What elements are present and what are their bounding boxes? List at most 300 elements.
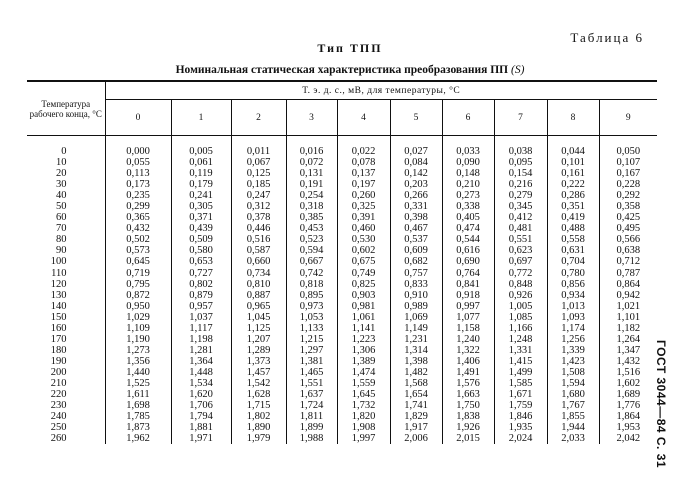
value-cell: 0,351 [547, 201, 599, 212]
value-cell: 0,965 [231, 301, 286, 312]
value-cell: 0,148 [442, 168, 494, 179]
value-cell: 0,544 [442, 234, 494, 245]
type-title: Тип ТПП [317, 41, 383, 55]
value-cell: 0,516 [231, 234, 286, 245]
value-cell: 0,712 [599, 256, 657, 267]
value-cell: 0,558 [547, 234, 599, 245]
value-cell: 1,953 [599, 422, 657, 433]
value-cell: 1,917 [390, 422, 442, 433]
value-cell: 0,419 [547, 212, 599, 223]
value-cell: 0,910 [390, 290, 442, 301]
value-cell: 0,119 [171, 168, 231, 179]
value-cell: 1,069 [390, 312, 442, 323]
value-cell: 1,689 [599, 389, 657, 400]
table-row [27, 223, 657, 234]
value-cell: 0,161 [547, 168, 599, 179]
value-cell: 1,093 [547, 312, 599, 323]
value-cell: 0,697 [494, 256, 547, 267]
column-header: 9 [599, 100, 657, 136]
value-cell: 0,090 [442, 157, 494, 168]
value-cell: 1,611 [105, 389, 171, 400]
temperature-cell: 100 [50, 256, 67, 268]
subtitle-text: Номинальная статическая характеристика преобразования ПП [175, 64, 509, 76]
value-cell: 1,482 [390, 367, 442, 378]
value-cell: 0,000 [105, 136, 171, 158]
side-page-label: ГОСТ 3044—84 С. 31 [654, 340, 668, 469]
value-cell: 1,339 [547, 345, 599, 356]
value-cell: 0,325 [337, 201, 390, 212]
table-row [27, 356, 657, 367]
value-cell: 0,072 [286, 157, 337, 168]
value-cell: 0,038 [494, 136, 547, 158]
value-cell: 1,654 [390, 389, 442, 400]
value-cell: 1,432 [599, 356, 657, 367]
value-cell: 0,675 [337, 256, 390, 267]
value-cell: 0,537 [390, 234, 442, 245]
temperature-cell: 190 [50, 355, 67, 367]
value-cell: 0,551 [494, 234, 547, 245]
value-cell: 1,149 [390, 323, 442, 334]
table-row [27, 411, 657, 422]
value-cell: 0,011 [231, 136, 286, 158]
table-row [27, 279, 657, 290]
value-cell: 1,516 [599, 367, 657, 378]
temperature-cell: 230 [50, 400, 67, 412]
value-cell: 1,289 [231, 345, 286, 356]
value-cell: 0,385 [286, 212, 337, 223]
value-cell: 1,602 [599, 378, 657, 389]
value-cell: 0,566 [599, 234, 657, 245]
value-cell: 0,764 [442, 268, 494, 279]
value-cell: 0,318 [286, 201, 337, 212]
temperature-cell: 90 [56, 245, 67, 257]
value-cell: 0,950 [105, 301, 171, 312]
value-cell: 0,131 [286, 168, 337, 179]
value-cell: 2,042 [599, 433, 657, 444]
table-row [27, 345, 657, 356]
value-cell: 1,061 [337, 312, 390, 323]
table-row [27, 212, 657, 223]
temperature-cell: 130 [50, 289, 67, 301]
value-cell: 1,759 [494, 400, 547, 411]
value-cell: 0,587 [231, 245, 286, 256]
value-cell: 1,207 [231, 334, 286, 345]
value-cell: 0,848 [494, 279, 547, 290]
column-header: 5 [390, 100, 442, 136]
value-cell: 0,704 [547, 256, 599, 267]
value-cell: 0,757 [390, 268, 442, 279]
value-cell: 1,846 [494, 411, 547, 422]
value-cell: 0,734 [231, 268, 286, 279]
value-cell: 1,347 [599, 345, 657, 356]
column-header: 4 [337, 100, 390, 136]
value-cell: 1,125 [231, 323, 286, 334]
value-cell: 0,235 [105, 190, 171, 201]
value-cell: 1,415 [494, 356, 547, 367]
temperature-cell: 120 [50, 278, 67, 290]
value-cell: 2,015 [442, 433, 494, 444]
value-cell: 1,698 [105, 400, 171, 411]
value-cell: 1,215 [286, 334, 337, 345]
value-cell: 1,542 [231, 378, 286, 389]
temperature-cell: 220 [50, 389, 67, 401]
value-cell: 1,045 [231, 312, 286, 323]
value-cell: 0,222 [547, 179, 599, 190]
temperature-cell: 210 [50, 378, 67, 389]
value-cell: 2,006 [390, 433, 442, 444]
table-row [27, 422, 657, 433]
value-cell: 0,061 [171, 157, 231, 168]
value-cell: 0,067 [231, 157, 286, 168]
value-cell: 1,908 [337, 422, 390, 433]
value-cell: 0,690 [442, 256, 494, 267]
value-cell: 0,425 [599, 212, 657, 223]
table-row [27, 301, 657, 312]
value-cell: 0,050 [599, 136, 657, 158]
value-cell: 0,044 [547, 136, 599, 158]
value-cell: 1,750 [442, 400, 494, 411]
value-cell: 0,305 [171, 201, 231, 212]
value-cell: 0,749 [337, 268, 390, 279]
value-cell: 1,457 [231, 367, 286, 378]
value-cell: 1,864 [599, 411, 657, 422]
value-cell: 1,568 [390, 378, 442, 389]
value-cell: 1,297 [286, 345, 337, 356]
value-cell: 0,331 [390, 201, 442, 212]
value-cell: 1,101 [599, 312, 657, 323]
table-row [27, 378, 657, 389]
table-row [27, 433, 657, 444]
temperature-cell: 200 [50, 366, 67, 378]
value-cell: 0,365 [105, 212, 171, 223]
value-cell: 0,279 [494, 190, 547, 201]
value-cell: 1,971 [171, 433, 231, 444]
value-cell: 1,331 [494, 345, 547, 356]
value-cell: 0,488 [547, 223, 599, 234]
table-number: Таблица 6 [570, 30, 644, 45]
column-header: 8 [547, 100, 599, 136]
temperature-cell: 240 [50, 411, 67, 423]
value-cell: 0,523 [286, 234, 337, 245]
value-cell: 0,879 [171, 290, 231, 301]
value-cell: 0,602 [337, 245, 390, 256]
table-row [27, 234, 657, 245]
value-cell: 1,314 [390, 345, 442, 356]
value-cell: 0,247 [231, 190, 286, 201]
value-cell: 0,228 [599, 179, 657, 190]
value-cell: 0,179 [171, 179, 231, 190]
value-cell: 0,266 [390, 190, 442, 201]
table-row [27, 312, 657, 323]
value-cell: 1,474 [337, 367, 390, 378]
header-emf-group: Т. э. д. с., мВ, для температуры, °С [105, 81, 657, 100]
value-cell: 1,248 [494, 334, 547, 345]
temperature-cell: 60 [56, 212, 67, 224]
value-cell: 2,024 [494, 433, 547, 444]
value-cell: 1,117 [171, 323, 231, 334]
value-cell: 0,216 [494, 179, 547, 190]
value-cell: 1,873 [105, 422, 171, 433]
table-row [27, 136, 657, 158]
value-cell: 0,286 [547, 190, 599, 201]
value-cell: 1,264 [599, 334, 657, 345]
value-cell: 0,645 [105, 256, 171, 267]
value-cell: 0,989 [390, 301, 442, 312]
value-cell: 1,141 [337, 323, 390, 334]
value-cell: 0,142 [390, 168, 442, 179]
value-cell: 1,465 [286, 367, 337, 378]
value-cell: 1,706 [171, 400, 231, 411]
value-cell: 1,671 [494, 389, 547, 400]
value-cell: 1,322 [442, 345, 494, 356]
value-cell: 1,053 [286, 312, 337, 323]
value-cell: 1,962 [105, 433, 171, 444]
value-cell: 1,732 [337, 400, 390, 411]
value-cell: 0,795 [105, 279, 171, 290]
value-cell: 1,406 [442, 356, 494, 367]
value-cell: 0,107 [599, 157, 657, 168]
value-cell: 0,312 [231, 201, 286, 212]
table-body [27, 136, 657, 445]
table-row [27, 201, 657, 212]
value-cell: 1,576 [442, 378, 494, 389]
value-cell: 1,620 [171, 389, 231, 400]
temperature-cell: 80 [56, 234, 67, 246]
value-cell: 0,191 [286, 179, 337, 190]
value-cell: 1,085 [494, 312, 547, 323]
value-cell: 1,174 [547, 323, 599, 334]
value-cell: 0,358 [599, 201, 657, 212]
column-header: 6 [442, 100, 494, 136]
value-cell: 2,033 [547, 433, 599, 444]
table-row [27, 400, 657, 411]
value-cell: 0,895 [286, 290, 337, 301]
value-cell: 1,356 [105, 356, 171, 367]
temperature-cell: 140 [50, 300, 67, 312]
value-cell: 0,926 [494, 290, 547, 301]
value-cell: 0,439 [171, 223, 231, 234]
value-cell: 1,899 [286, 422, 337, 433]
value-cell: 0,405 [442, 212, 494, 223]
value-cell: 1,077 [442, 312, 494, 323]
value-cell: 0,833 [390, 279, 442, 290]
value-cell: 1,559 [337, 378, 390, 389]
value-cell: 1,256 [547, 334, 599, 345]
value-cell: 0,856 [547, 279, 599, 290]
value-cell: 1,811 [286, 411, 337, 422]
subtitle-symbol: (S) [510, 64, 525, 76]
value-cell: 0,594 [286, 245, 337, 256]
value-cell: 0,432 [105, 223, 171, 234]
value-cell: 0,125 [231, 168, 286, 179]
value-cell: 0,802 [171, 279, 231, 290]
value-cell: 0,167 [599, 168, 657, 179]
value-cell: 0,530 [337, 234, 390, 245]
value-cell: 1,926 [442, 422, 494, 433]
table-row [27, 256, 657, 267]
value-cell: 0,997 [442, 301, 494, 312]
value-cell: 0,509 [171, 234, 231, 245]
value-cell: 1,594 [547, 378, 599, 389]
temperature-cell: 110 [51, 267, 67, 279]
value-cell: 1,029 [105, 312, 171, 323]
value-cell: 1,190 [105, 334, 171, 345]
value-cell: 0,299 [105, 201, 171, 212]
value-cell: 0,623 [494, 245, 547, 256]
value-cell: 1,785 [105, 411, 171, 422]
value-cell: 1,373 [231, 356, 286, 367]
value-cell: 0,027 [390, 136, 442, 158]
table-row [27, 290, 657, 301]
temperature-cell: 250 [50, 422, 67, 434]
value-cell: 0,453 [286, 223, 337, 234]
value-cell: 0,787 [599, 268, 657, 279]
table-row [27, 367, 657, 378]
value-cell: 1,364 [171, 356, 231, 367]
value-cell: 0,942 [599, 290, 657, 301]
value-cell: 1,281 [171, 345, 231, 356]
value-cell: 0,973 [286, 301, 337, 312]
value-cell: 0,254 [286, 190, 337, 201]
emf-table [27, 80, 657, 444]
column-header: 3 [286, 100, 337, 136]
value-cell: 1,776 [599, 400, 657, 411]
value-cell: 0,412 [494, 212, 547, 223]
value-cell: 1,715 [231, 400, 286, 411]
value-cell: 0,727 [171, 268, 231, 279]
value-cell: 1,440 [105, 367, 171, 378]
value-cell: 1,198 [171, 334, 231, 345]
value-cell: 0,742 [286, 268, 337, 279]
table-subtitle [0, 64, 700, 76]
temperature-cell: 170 [50, 333, 67, 345]
value-cell: 0,872 [105, 290, 171, 301]
value-cell: 0,864 [599, 279, 657, 290]
value-cell: 1,637 [286, 389, 337, 400]
value-cell: 0,055 [105, 157, 171, 168]
value-cell: 1,005 [494, 301, 547, 312]
value-cell: 0,903 [337, 290, 390, 301]
value-cell: 0,371 [171, 212, 231, 223]
value-cell: 1,166 [494, 323, 547, 334]
value-cell: 0,609 [390, 245, 442, 256]
value-cell: 1,231 [390, 334, 442, 345]
value-cell: 0,391 [337, 212, 390, 223]
value-cell: 1,499 [494, 367, 547, 378]
value-cell: 0,638 [599, 245, 657, 256]
value-cell: 1,794 [171, 411, 231, 422]
value-cell: 0,241 [171, 190, 231, 201]
value-cell: 1,037 [171, 312, 231, 323]
value-cell: 1,240 [442, 334, 494, 345]
temperature-cell: 10 [56, 157, 67, 169]
value-cell: 1,988 [286, 433, 337, 444]
value-cell: 0,197 [337, 179, 390, 190]
value-cell: 0,016 [286, 136, 337, 158]
value-cell: 0,631 [547, 245, 599, 256]
value-cell: 1,663 [442, 389, 494, 400]
value-cell: 1,398 [390, 356, 442, 367]
value-cell: 0,101 [547, 157, 599, 168]
value-cell: 0,210 [442, 179, 494, 190]
value-cell: 1,680 [547, 389, 599, 400]
value-cell: 1,389 [337, 356, 390, 367]
value-cell: 0,084 [390, 157, 442, 168]
value-cell: 0,502 [105, 234, 171, 245]
value-cell: 0,398 [390, 212, 442, 223]
value-cell: 0,185 [231, 179, 286, 190]
value-cell: 0,338 [442, 201, 494, 212]
value-cell: 0,022 [337, 136, 390, 158]
value-cell: 1,508 [547, 367, 599, 378]
value-cell: 0,780 [547, 268, 599, 279]
table-row [27, 334, 657, 345]
value-cell: 0,580 [171, 245, 231, 256]
value-cell: 1,944 [547, 422, 599, 433]
header-temperature: Температура рабочего конца, °С [27, 81, 105, 136]
value-cell: 0,033 [442, 136, 494, 158]
value-cell: 0,260 [337, 190, 390, 201]
table-row [27, 190, 657, 201]
value-cell: 1,525 [105, 378, 171, 389]
value-cell: 0,137 [337, 168, 390, 179]
value-cell: 0,957 [171, 301, 231, 312]
value-cell: 0,810 [231, 279, 286, 290]
value-cell: 0,467 [390, 223, 442, 234]
table-row [27, 157, 657, 168]
value-cell: 1,158 [442, 323, 494, 334]
value-cell: 1,448 [171, 367, 231, 378]
value-cell: 1,491 [442, 367, 494, 378]
value-cell: 1,829 [390, 411, 442, 422]
value-cell: 0,173 [105, 179, 171, 190]
temperature-cell: 50 [56, 201, 67, 213]
table-row [27, 168, 657, 179]
table-row [27, 389, 657, 400]
value-cell: 1,585 [494, 378, 547, 389]
value-cell: 1,935 [494, 422, 547, 433]
value-cell: 1,021 [599, 301, 657, 312]
value-cell: 1,997 [337, 433, 390, 444]
value-cell: 1,013 [547, 301, 599, 312]
value-cell: 1,223 [337, 334, 390, 345]
value-cell: 1,855 [547, 411, 599, 422]
temperature-cell: 30 [56, 179, 67, 191]
value-cell: 1,724 [286, 400, 337, 411]
column-header-row [27, 100, 657, 136]
value-cell: 0,345 [494, 201, 547, 212]
value-cell: 0,825 [337, 279, 390, 290]
value-cell: 0,495 [599, 223, 657, 234]
value-cell: 1,890 [231, 422, 286, 433]
value-cell: 1,741 [390, 400, 442, 411]
value-cell: 1,133 [286, 323, 337, 334]
value-cell: 1,182 [599, 323, 657, 334]
value-cell: 1,423 [547, 356, 599, 367]
temperature-cell: 20 [56, 168, 67, 180]
value-cell: 1,881 [171, 422, 231, 433]
value-cell: 1,306 [337, 345, 390, 356]
value-cell: 0,378 [231, 212, 286, 223]
value-cell: 0,292 [599, 190, 657, 201]
value-cell: 0,481 [494, 223, 547, 234]
value-cell: 0,918 [442, 290, 494, 301]
value-cell: 0,818 [286, 279, 337, 290]
value-cell: 1,838 [442, 411, 494, 422]
value-cell: 0,841 [442, 279, 494, 290]
table-row [27, 268, 657, 279]
value-cell: 1,979 [231, 433, 286, 444]
